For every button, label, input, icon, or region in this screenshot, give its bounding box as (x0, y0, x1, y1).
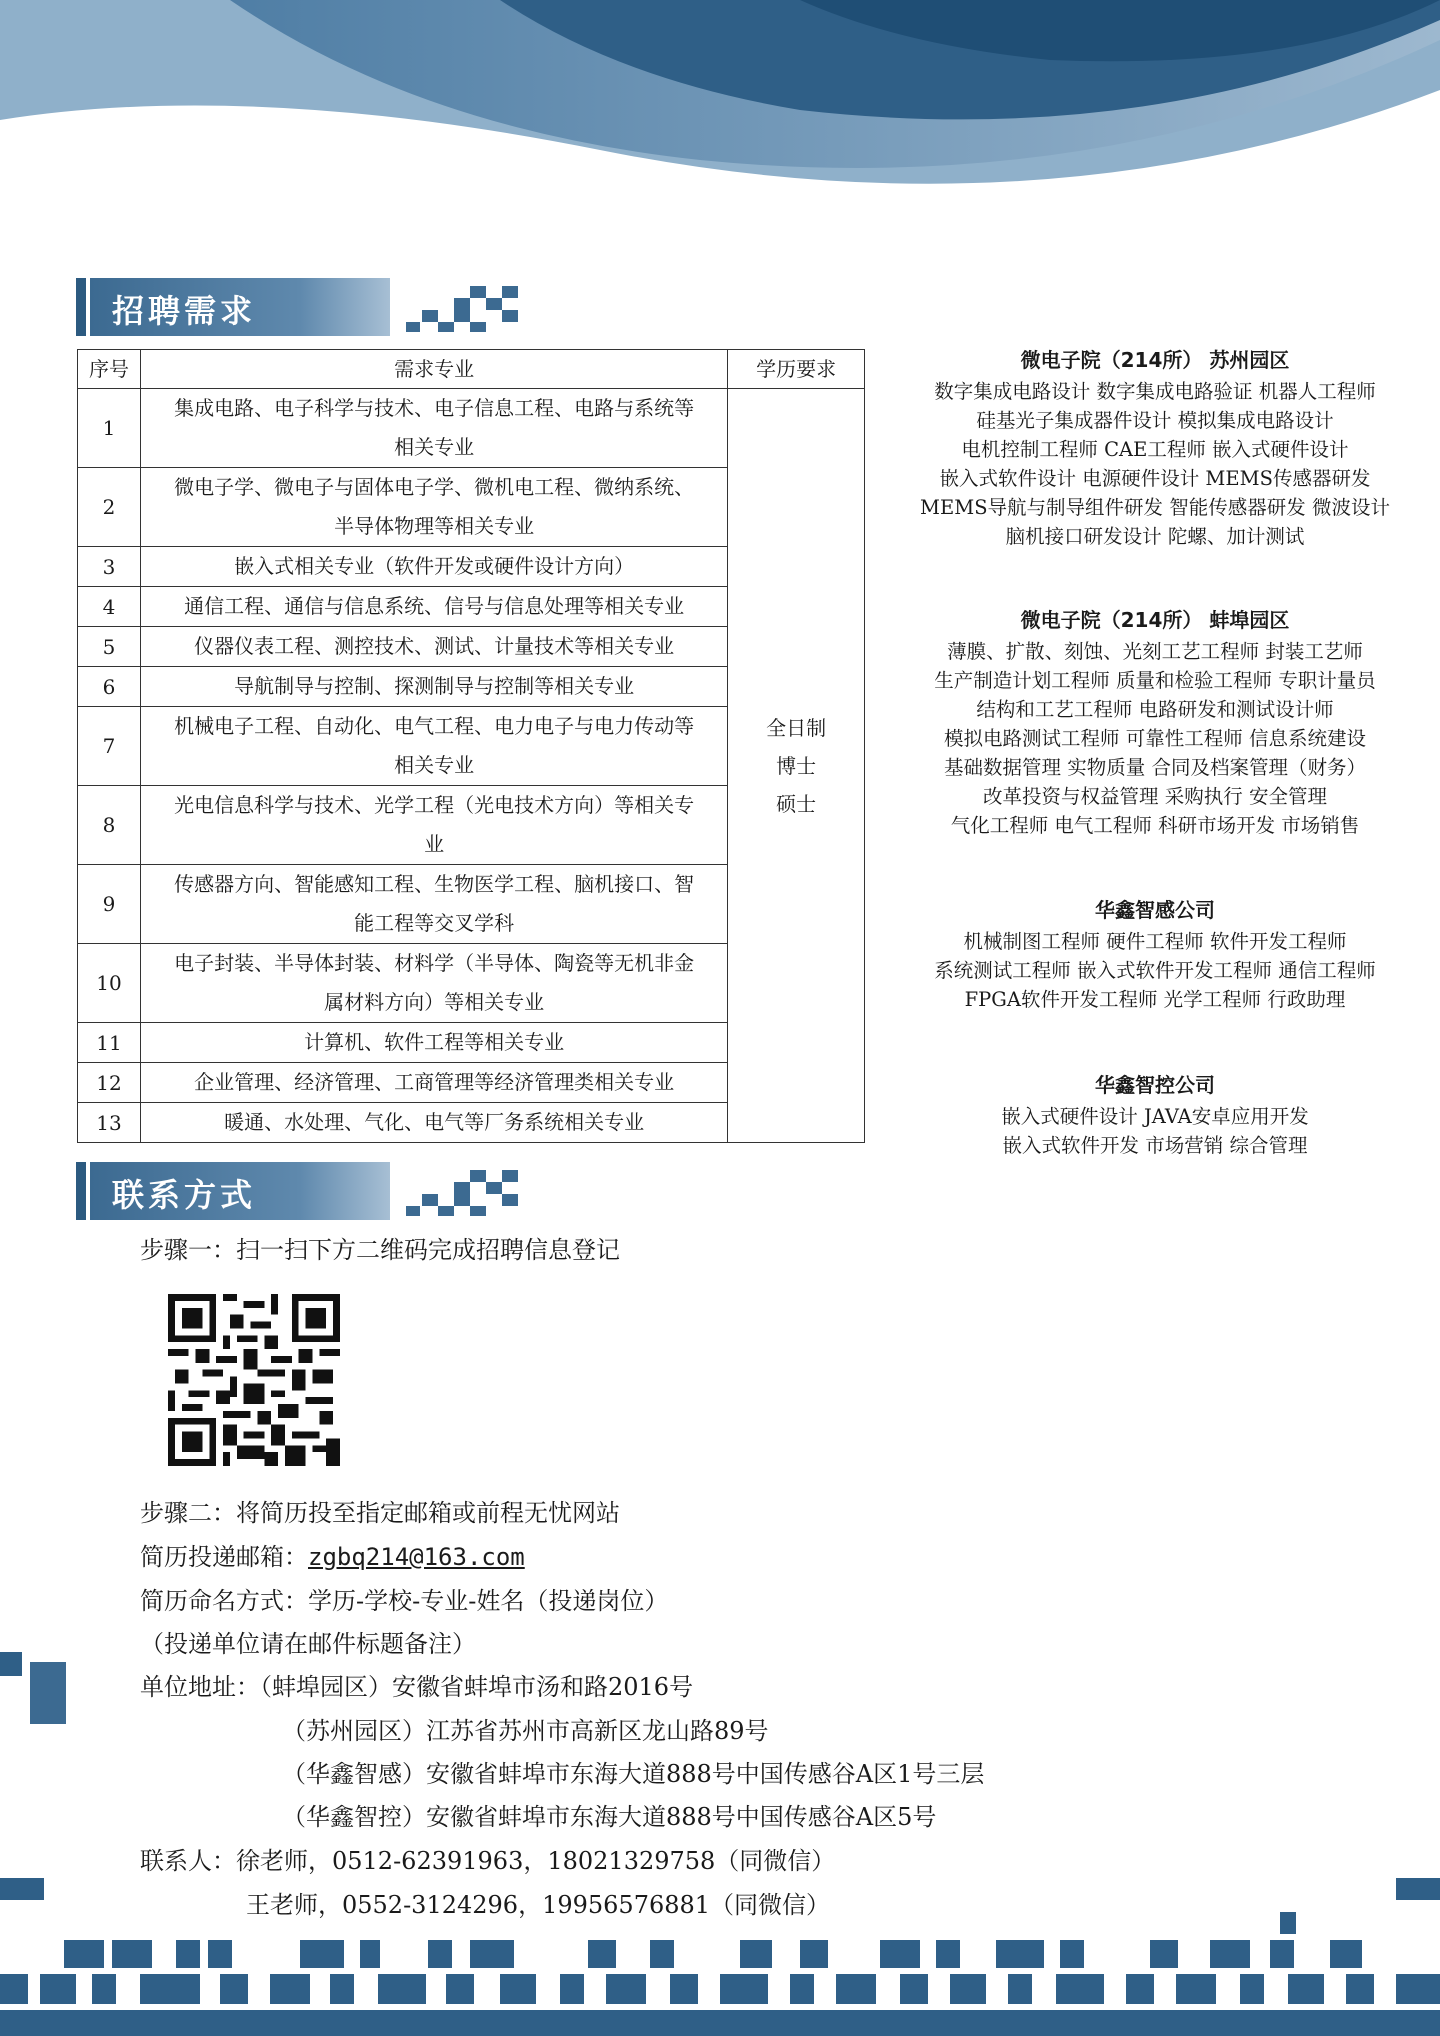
position-line: 薄膜、扩散、刻蚀、光刻工艺工程师 封装工艺师 (947, 640, 1363, 663)
row-major (140, 667, 727, 707)
row-major (140, 707, 727, 786)
major-line: 半导体物理等相关专业 (334, 514, 535, 538)
row-major (140, 627, 727, 667)
position-line: MEMS导航与制导组件研发 智能传感器研发 微波设计 (920, 496, 1390, 519)
major-line: 仪器仪表工程、测控技术、测试、计量技术等相关专业 (194, 634, 675, 658)
row-major (140, 389, 727, 468)
recruit-section-header (76, 278, 516, 336)
row-num: 8 (78, 786, 141, 865)
row-major (140, 468, 727, 547)
position-group-title: 华鑫智控公司 (1095, 1073, 1215, 1097)
side-block-decoration (0, 1640, 70, 1730)
row-num: 4 (78, 587, 141, 627)
major-line: 暖通、水处理、气化、电气等厂务系统相关专业 (224, 1110, 645, 1134)
major-line: 能工程等交叉学科 (354, 911, 515, 935)
row-num: 11 (78, 1023, 141, 1063)
row-num: 7 (78, 707, 141, 786)
major-line: 通信工程、通信与信息系统、信号与信息处理等相关专业 (184, 594, 685, 618)
major-line: 企业管理、经济管理、工商管理等经济管理类相关专业 (194, 1070, 675, 1094)
major-line: 光电信息科学与技术、光学工程（光电技术方向）等相关专 (174, 793, 695, 817)
position-line: 气化工程师 电气工程师 科研市场开发 市场销售 (950, 814, 1360, 837)
position-line: 机械制图工程师 硬件工程师 软件开发工程师 (963, 930, 1347, 953)
edu-line: 全日制 (766, 715, 827, 740)
row-num: 9 (78, 865, 141, 944)
checker-decoration (392, 1166, 522, 1216)
email-label: 简历投递邮箱： (140, 1543, 308, 1571)
position-line: 硅基光子集成器件设计 模拟集成电路设计 (976, 409, 1334, 432)
checker-decoration (392, 282, 522, 332)
positions-suzhou (890, 346, 1420, 551)
address-line: （华鑫智感）安徽省蚌埠市东海大道888号中国传感谷A区1号三层 (282, 1760, 985, 1788)
contact-person: 徐老师，0512-62391963，18021329758（同微信） (236, 1847, 836, 1875)
major-line: 相关专业 (394, 753, 475, 777)
position-line: 系统测试工程师 嵌入式软件开发工程师 通信工程师 (934, 959, 1376, 982)
row-major (140, 1103, 727, 1143)
row-num: 12 (78, 1063, 141, 1103)
row-num: 5 (78, 627, 141, 667)
major-line: 业 (424, 832, 445, 856)
step2-text: 步骤二：将简历投至指定邮箱或前程无忧网站 (140, 1499, 620, 1527)
edu-line: 硕士 (776, 791, 817, 816)
header-num: 序号 (78, 350, 141, 389)
row-major (140, 587, 727, 627)
position-line: 电机控制工程师 CAE工程师 嵌入式硬件设计 (961, 438, 1349, 461)
row-num: 2 (78, 468, 141, 547)
position-line: 嵌入式硬件设计 JAVA安卓应用开发 (1001, 1105, 1309, 1128)
naming-rule: 简历命名方式：学历-学校-专业-姓名（投递岗位） (140, 1587, 669, 1615)
major-line: 导航制导与控制、探测制导与控制等相关专业 (234, 674, 635, 698)
major-line: 传感器方向、智能感知工程、生物医学工程、脑机接口、智 (174, 872, 695, 896)
contact-label: 联系人： (140, 1847, 236, 1875)
row-major (140, 1023, 727, 1063)
row-num: 10 (78, 944, 141, 1023)
major-line: 电子封装、半导体封装、材料学（半导体、陶瓷等无机非金 (174, 951, 695, 975)
recruit-table (77, 349, 865, 1143)
position-line: 嵌入式软件设计 电源硬件设计 MEMS传感器研发 (939, 467, 1371, 490)
position-line: 改革投资与权益管理 采购执行 安全管理 (983, 785, 1327, 808)
position-group-title: 华鑫智感公司 (1095, 898, 1215, 922)
qr-code-icon[interactable] (166, 1294, 342, 1466)
contact-section-header (76, 1162, 516, 1220)
email-link[interactable]: zgbq214@163.com (308, 1543, 525, 1571)
position-line: 数字集成电路设计 数字集成电路验证 机器人工程师 (934, 380, 1376, 403)
header-accent-bar (76, 1162, 86, 1220)
position-line: FPGA软件开发工程师 光学工程师 行政助理 (964, 988, 1346, 1011)
row-major (140, 1063, 727, 1103)
position-line: 基础数据管理 实物质量 合同及档案管理（财务） (944, 756, 1366, 779)
address-label: 单位地址： (140, 1673, 260, 1701)
bottom-block-decoration (0, 1870, 1440, 2036)
contact-person: 王老师，0552-3124296，19956576881（同微信） (246, 1891, 831, 1919)
major-line: 集成电路、电子科学与技术、电子信息工程、电路与系统等 (174, 396, 695, 420)
edu-requirement (728, 389, 865, 1143)
position-line: 脑机接口研发设计 陀螺、加计测试 (1005, 525, 1305, 548)
edu-line: 博士 (776, 753, 817, 778)
position-group-title: 微电子院（214所） 蚌埠园区 (1020, 608, 1290, 632)
row-num: 13 (78, 1103, 141, 1143)
position-line: 生产制造计划工程师 质量和检验工程师 专职计量员 (934, 669, 1376, 692)
row-major (140, 786, 727, 865)
address-row (140, 1666, 693, 1709)
positions-bengbu (890, 606, 1420, 840)
row-num: 6 (78, 667, 141, 707)
major-line: 机械电子工程、自动化、电气工程、电力电子与电力传动等 (174, 714, 695, 738)
table-header-row (78, 350, 865, 389)
header-edu: 学历要求 (728, 350, 865, 389)
address-line: （蚌埠园区）安徽省蚌埠市汤和路2016号 (260, 1673, 694, 1701)
positions-huaxin-zhikong (890, 1071, 1420, 1160)
table-row (78, 389, 865, 468)
major-line: 微电子学、微电子与固体电子学、微机电工程、微纳系统、 (174, 475, 695, 499)
row-num: 3 (78, 547, 141, 587)
row-major (140, 865, 727, 944)
contact-section-title: 联系方式 (112, 1176, 257, 1214)
address-line: （华鑫智控）安徽省蚌埠市东海大道888号中国传感谷A区5号 (282, 1803, 937, 1831)
row-num: 1 (78, 389, 141, 468)
major-line: 相关专业 (394, 435, 475, 459)
top-wave-decoration (0, 0, 1440, 220)
position-line: 嵌入式软件开发 市场营销 综合管理 (1002, 1134, 1308, 1157)
naming-note: （投递单位请在邮件标题备注） (140, 1630, 476, 1658)
header-major: 需求专业 (140, 350, 727, 389)
major-line: 属材料方向）等相关专业 (324, 990, 545, 1014)
major-line: 计算机、软件工程等相关专业 (304, 1030, 565, 1054)
address-line: （苏州园区）江苏省苏州市高新区龙山路89号 (282, 1717, 769, 1745)
position-line: 结构和工艺工程师 电路研发和测试设计师 (976, 698, 1334, 721)
positions-huaxin-zhigan (890, 896, 1420, 1014)
header-accent-bar (76, 278, 86, 336)
recruit-section-title: 招聘需求 (112, 292, 257, 330)
position-line: 模拟电路测试工程师 可靠性工程师 信息系统建设 (944, 727, 1366, 750)
position-group-title: 微电子院（214所） 苏州园区 (1020, 348, 1290, 372)
email-row (140, 1536, 525, 1579)
row-major (140, 944, 727, 1023)
step1-text: 步骤一：扫一扫下方二维码完成招聘信息登记 (140, 1236, 620, 1264)
row-major (140, 547, 727, 587)
major-line: 嵌入式相关专业（软件开发或硬件设计方向） (234, 554, 635, 578)
